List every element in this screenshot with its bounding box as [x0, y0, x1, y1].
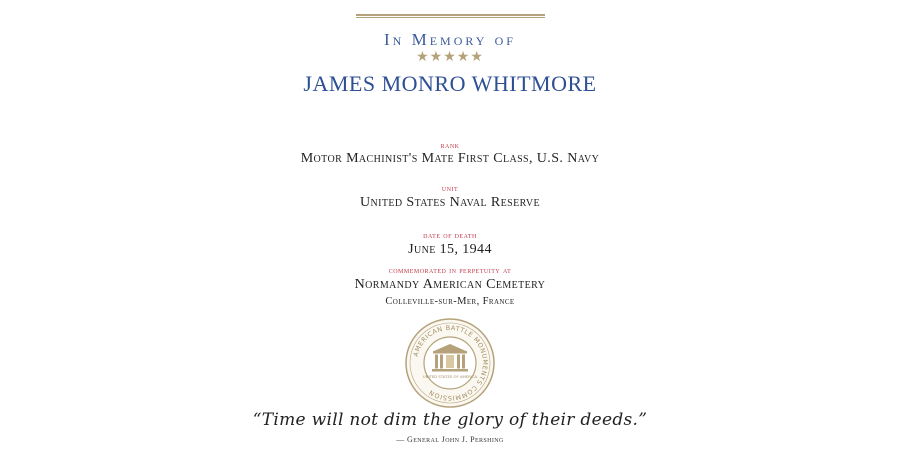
unit-value: United States Naval Reserve	[359, 195, 540, 210]
quote-attribution: — General John J. Pershing	[396, 435, 504, 444]
stars-ornament: ★★★★★	[416, 50, 484, 65]
date-of-death-value: June 15, 1944	[408, 242, 492, 257]
unit-label: unit	[441, 183, 459, 193]
top-divider	[356, 14, 545, 18]
date-of-death-label: date of death	[423, 230, 477, 240]
honoree-name: JAMES MONRO WHITMORE	[303, 71, 597, 96]
seal-inner-text: UNITED STATES OF AMERICA	[422, 374, 478, 379]
commemorated-label: commemorated in perpetuity at	[388, 265, 512, 275]
rank-label: rank	[440, 140, 460, 150]
pershing-quote: “Time will not dim the glory of their deeds.”	[252, 410, 648, 430]
cemetery-location: Colleville-sur-Mer, France	[385, 296, 515, 307]
in-memory-heading: In Memory of	[384, 30, 516, 49]
seal-ring-text: AMERICAN BATTLE MONUMENTS COMMISSION	[411, 323, 490, 403]
rank-value: Motor Machinist's Mate First Class, U.S. Navy	[300, 151, 600, 166]
cemetery-name: Normandy American Cemetery	[354, 277, 546, 292]
abmc-seal-icon	[405, 318, 495, 408]
